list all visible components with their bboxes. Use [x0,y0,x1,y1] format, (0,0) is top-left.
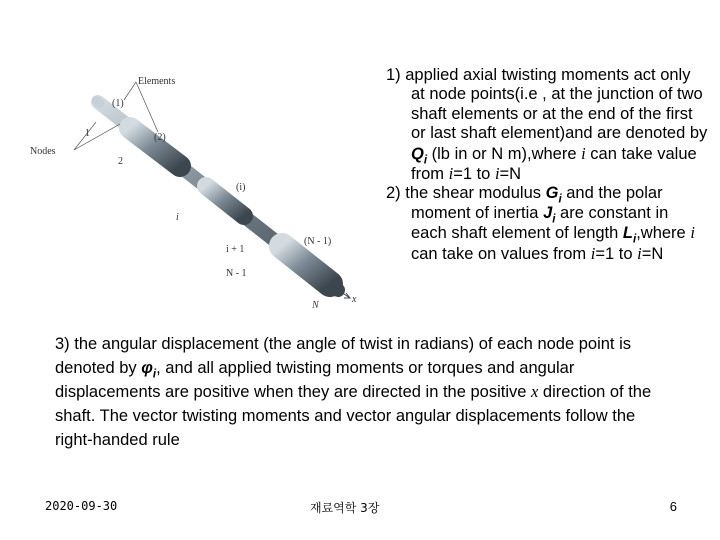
point-3: 3) the angular displacement (the angle of twist in radians) of each node point is denoted by $\varphi_i$, and all applied twisting moments or torques and angular displacements are positive when they are directed in the positive x direction of the shaft. The vector twisting moments and vector angular displacements follow the right-handed rule [55,335,652,449]
label-node-2: 2 [118,156,123,167]
label-node-1: 1 [85,128,90,139]
point-1: 1) applied axial twisting moments act only at node points(i.e , at the junction of two shaft elements or at the end of the first or last shaft element)and are denoted by $Q_i$ (lb in or N m),where i can take value from i=1 to i=N [386,66,708,184]
label-el-2: (2) [154,132,166,143]
label-axis-x: x [352,294,357,305]
label-el-i: (i) [236,182,246,193]
point-list-right [386,66,708,264]
label-elements: Elements [138,76,176,87]
label-nodes: Nodes [30,146,56,157]
shaft-body [89,94,338,290]
label-node-i: i [176,212,179,223]
label-node-n1: N - 1 [226,268,247,279]
footer-date: 2020-09-30 [45,499,118,513]
point-2: 2) the shear modulus $G_i$ and the polar moment of inertia $J_i$ are constant in each shaft element of length $L_i,where$ i can take on values from i=1 to i=N [386,184,695,263]
page-number: 6 [669,499,677,514]
footer-title: 재료역학 3장 [310,501,380,515]
shaft-figure [30,62,370,320]
label-el-1: (1) [112,98,124,109]
label-el-n1: (N - 1) [304,236,332,247]
phi-symbol: φ [141,359,153,377]
label-node-n: N [312,300,319,311]
label-node-i1: i + 1 [226,244,245,255]
shaft-diagram [30,62,370,320]
